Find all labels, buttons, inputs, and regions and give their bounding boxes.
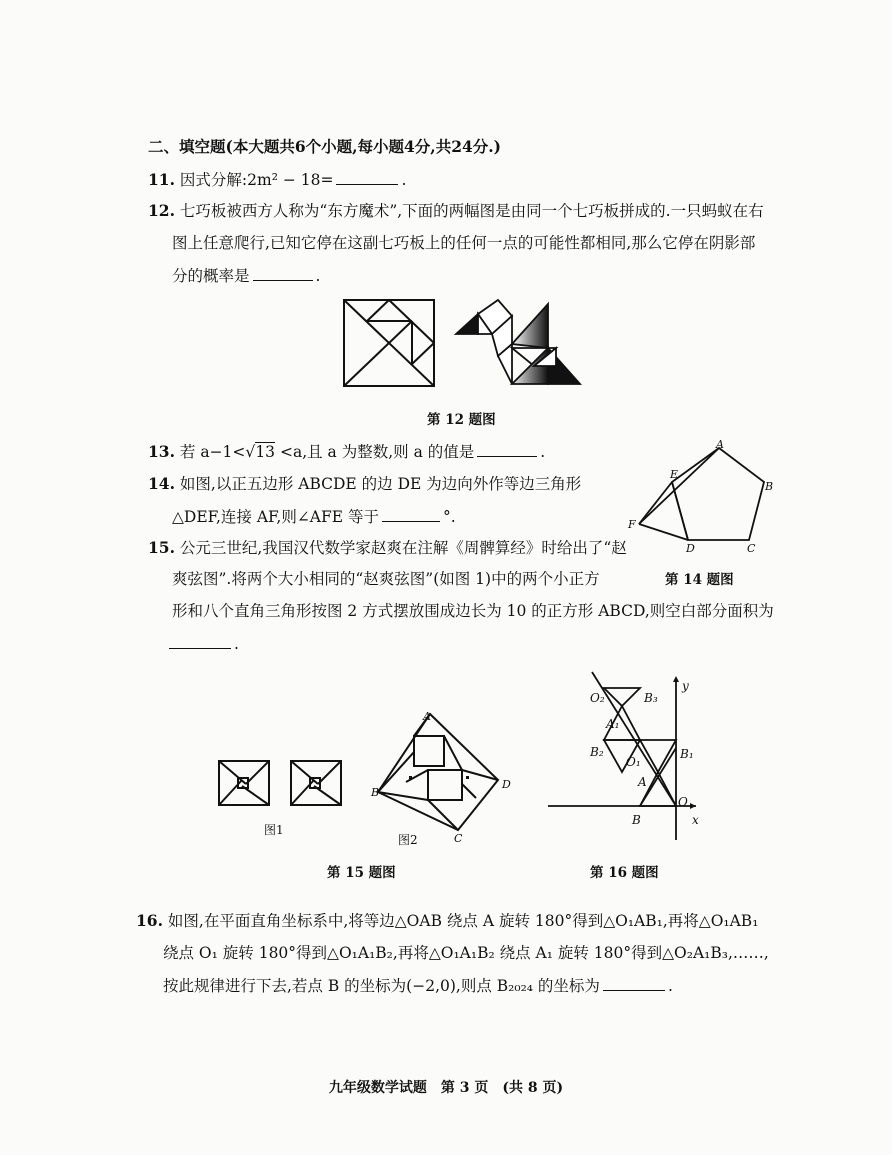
- vertex-label: A: [716, 438, 724, 451]
- question-text: 分的概率是: [172, 267, 250, 285]
- question-11: [148, 169, 406, 190]
- point-label: B₃: [644, 691, 658, 705]
- vertex-label: C: [747, 542, 756, 555]
- zhaoshuang-figure-1a: [216, 758, 272, 808]
- sqrt-symbol: √: [245, 443, 256, 461]
- page-footer: 九年级数学试题 第 3 页 (共 8 页): [328, 1080, 564, 1096]
- sqrt-radicand: 13: [255, 443, 276, 461]
- vertex-label: B: [371, 786, 380, 799]
- question-13: [148, 441, 545, 462]
- punct: .: [234, 635, 239, 653]
- punct: .: [540, 443, 546, 461]
- question-14-line-2: [172, 506, 456, 527]
- vertex-label: F: [628, 518, 636, 531]
- axis-label-y: y: [682, 679, 689, 693]
- question-12-line-2: 图上任意爬行,已知它停在这副七巧板上的任何一点的可能性都相同,那么它停在阴影部: [172, 234, 756, 252]
- question-16: [136, 911, 758, 931]
- figure-caption: 第 16 题图: [590, 865, 659, 881]
- figure-caption: 第 15 题图: [327, 865, 396, 881]
- question-text: 如图,以正五边形 ABCDE 的边 DE 为边向外作等边三角形: [179, 475, 582, 493]
- point-label: B: [632, 813, 641, 827]
- answer-blank[interactable]: [169, 633, 231, 649]
- question-number: 13.: [148, 442, 175, 461]
- answer-blank[interactable]: [382, 506, 440, 522]
- pentagon-figure: [624, 436, 784, 554]
- question-number: 15.: [148, 538, 175, 557]
- question-number: 11.: [148, 170, 175, 189]
- figure-caption: 第 12 题图: [427, 412, 496, 428]
- question-number: 14.: [148, 474, 175, 493]
- question-text: △DEF,连接 AF,则∠AFE 等于: [172, 508, 379, 526]
- figure-1-label: 图1: [264, 823, 284, 837]
- punct: .: [401, 171, 407, 189]
- question-14: [148, 474, 581, 494]
- point-label: A₁: [606, 717, 620, 731]
- question-15: [148, 538, 627, 558]
- axis-label-x: x: [692, 813, 699, 827]
- question-text: 七巧板被西方人称为“东方魔术”,下面的两幅图是由同一个七巧板拼成的.一只蚂蚁在右: [179, 202, 764, 220]
- question-text: 因式分解:2m² − 18=: [179, 171, 334, 189]
- tangram-swan-figure: [452, 296, 588, 388]
- question-15-line-2: 爽弦图”.将两个大小相同的“赵爽弦图”(如图 1)中的两个小正方: [172, 570, 600, 588]
- vertex-label: D: [686, 542, 695, 555]
- point-label: O₁: [626, 755, 641, 769]
- question-15-line-3: 形和八个直角三角形按图 2 方式摆放围成边长为 10 的正方形 ABCD,则空白部分面积为: [172, 602, 774, 620]
- answer-blank[interactable]: [477, 441, 537, 457]
- section-title: 二、填空题(本大题共6个小题,每小题4分,共24分.): [148, 137, 501, 156]
- question-text: <a,且 a 为整数,则 a 的值是: [275, 443, 475, 461]
- answer-blank[interactable]: [336, 169, 398, 185]
- point-label: O₂: [590, 691, 605, 705]
- point-label: B₂: [590, 745, 604, 759]
- vertex-label: A: [423, 710, 431, 723]
- figure-caption: 第 14 题图: [665, 572, 734, 588]
- question-text: 按此规律进行下去,若点 B 的坐标为(−2,0),则点 B₂₀₂₄ 的坐标为: [163, 977, 600, 995]
- vertex-label: C: [454, 832, 463, 845]
- tangram-square-figure: [340, 296, 440, 388]
- question-number: 16.: [136, 911, 163, 930]
- punct: °.: [443, 508, 456, 526]
- question-16-line-3: [163, 975, 673, 996]
- coordinate-figure: [544, 668, 708, 844]
- question-15-line-4: [166, 633, 239, 654]
- point-label: A: [638, 775, 647, 789]
- punct: .: [315, 267, 321, 285]
- figure-2-label: 图2: [398, 833, 418, 847]
- question-text: 若 a−1<: [179, 443, 246, 461]
- zhaoshuang-figure-2: [366, 708, 516, 845]
- punct: .: [667, 977, 673, 995]
- point-label: O: [678, 795, 688, 809]
- vertex-label: D: [502, 778, 511, 791]
- vertex-label: E: [670, 468, 679, 481]
- answer-blank[interactable]: [253, 265, 313, 281]
- zhaoshuang-figure-1b: [288, 758, 344, 808]
- answer-blank[interactable]: [603, 975, 665, 991]
- question-12: [148, 201, 764, 221]
- question-text: 如图,在平面直角坐标系中,将等边△OAB 绕点 A 旋转 180°得到△O₁AB₁,再将△O₁AB₁: [167, 912, 759, 930]
- question-12-line-3: [172, 265, 320, 286]
- question-text: 公元三世纪,我国汉代数学家赵爽在注解《周髀算经》时给出了“赵: [179, 539, 627, 557]
- question-16-line-2: 绕点 O₁ 旋转 180°得到△O₁A₁B₂,再将△O₁A₁B₂ 绕点 A₁ 旋转 180°得到△O₂A₁B₃,……,: [163, 944, 769, 962]
- vertex-label: B: [765, 480, 774, 493]
- point-label: B₁: [680, 747, 694, 761]
- question-number: 12.: [148, 201, 175, 220]
